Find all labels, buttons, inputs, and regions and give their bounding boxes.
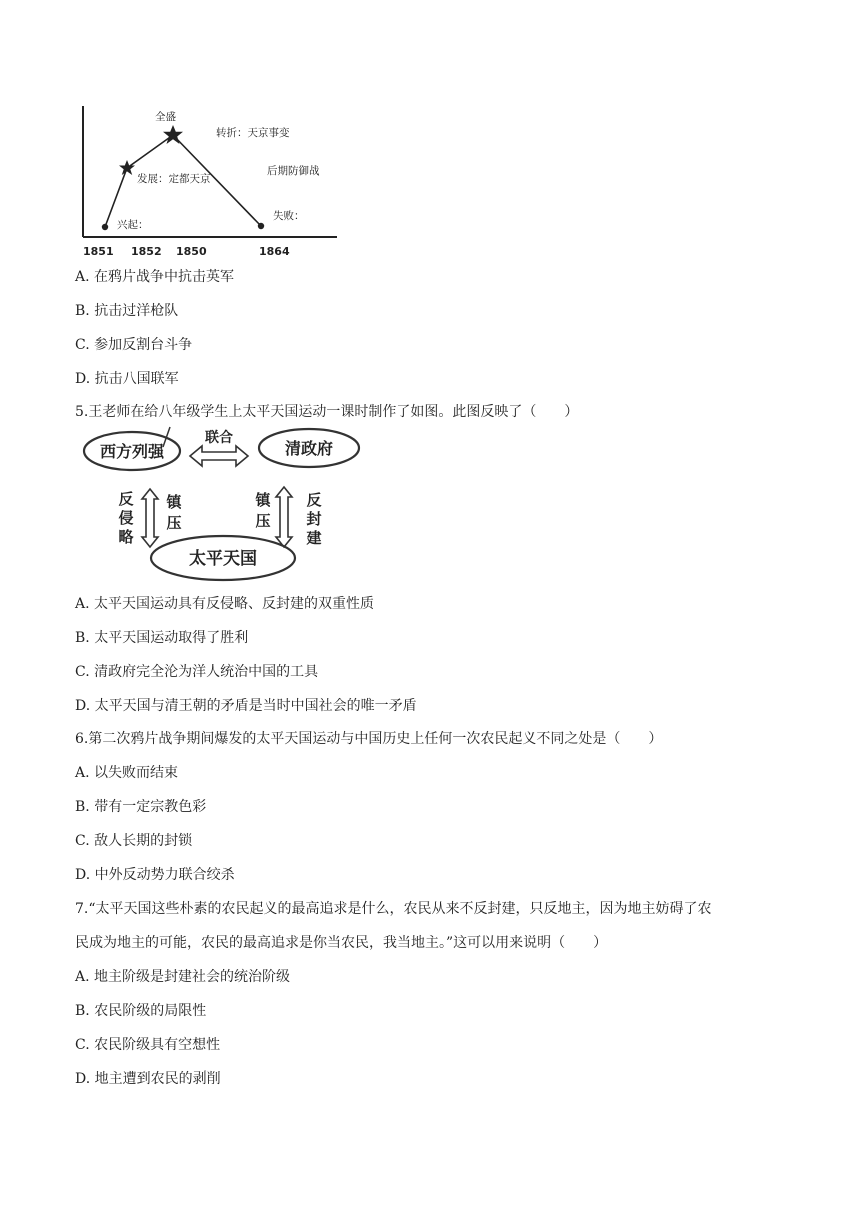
left-arrow bbox=[142, 489, 158, 547]
alliance-arrow bbox=[190, 446, 248, 466]
x-tick-4: 1864 bbox=[259, 245, 290, 258]
label-failure: 失败： bbox=[273, 210, 305, 222]
label-rise: 兴起： bbox=[117, 219, 149, 231]
alliance-label: 联合 bbox=[205, 430, 233, 446]
left-outer-label-char-2: 侵 bbox=[118, 509, 134, 527]
q5-stem: 5.王老师在给八年级学生上太平天国运动一课时制作了如图。此图反映了（ ） bbox=[75, 404, 579, 420]
q7-option-c: C. 农民阶级具有空想性 bbox=[75, 1037, 221, 1053]
label-late-defense: 后期防御战 bbox=[267, 165, 320, 177]
x-tick-3: 1850 bbox=[176, 245, 207, 258]
q6-option-d: D. 中外反动势力联合绞杀 bbox=[75, 867, 235, 883]
q7-option-d: D. 地主遭到农民的剥削 bbox=[75, 1071, 221, 1087]
right-inner-label bbox=[255, 491, 271, 530]
q5-option-d: D. 太平天国与清王朝的矛盾是当时中国社会的唯一矛盾 bbox=[75, 698, 417, 714]
left-inner-label-char-2: 压 bbox=[166, 514, 182, 532]
q4-option-a: A. 在鸦片战争中抗击英军 bbox=[75, 269, 235, 285]
q6-option-b: B. 带有一定宗教色彩 bbox=[75, 799, 207, 815]
label-turning: 转折：天京事变 bbox=[216, 127, 290, 139]
rise-point bbox=[102, 224, 108, 230]
label-development: 发展：定都天京 bbox=[137, 173, 211, 185]
q5-option-a: A. 太平天国运动具有反侵略、反封建的双重性质 bbox=[75, 596, 375, 612]
right-arrow bbox=[276, 487, 292, 547]
left-inner-label bbox=[166, 493, 182, 532]
left-outer-label bbox=[118, 490, 134, 546]
q7-option-a: A. 地主阶级是封建社会的统治阶级 bbox=[75, 969, 291, 985]
left-outer-label-char-1: 反 bbox=[118, 490, 134, 508]
q7-option-b: B. 农民阶级的局限性 bbox=[75, 1003, 207, 1019]
right-outer-label-char-2: 封 bbox=[306, 510, 322, 528]
q6-option-a: A. 以失败而结束 bbox=[75, 765, 179, 781]
q5-option-c: C. 清政府完全沦为洋人统治中国的工具 bbox=[75, 664, 319, 680]
right-outer-label bbox=[306, 491, 321, 547]
label-peak: 全盛 bbox=[155, 111, 176, 123]
q6-option-c: C. 敌人长期的封锁 bbox=[75, 833, 193, 849]
right-inner-label-char-2: 压 bbox=[255, 512, 271, 530]
right-inner-label-char-1: 镇 bbox=[255, 491, 271, 509]
development-star bbox=[119, 160, 135, 175]
left-inner-label-char-1: 镇 bbox=[166, 493, 182, 511]
left-outer-label-char-3: 略 bbox=[118, 528, 134, 546]
timeline-figure bbox=[75, 102, 345, 262]
q7-stem-line-2: 民成为地主的可能，农民的最高追求是你当农民，我当地主。”这可以用来说明（ ） bbox=[75, 935, 608, 951]
q7-stem-line-1: 7.“太平天国这些朴素的农民起义的最高追求是什么，农民从来不反封建，只反地主，因为地主妨碍了农 bbox=[75, 901, 712, 917]
right-outer-label-char-1: 反 bbox=[306, 491, 322, 509]
q6-stem: 6.第二次鸦片战争期间爆发的太平天国运动与中国历史上任何一次农民起义不同之处是（ ） bbox=[75, 731, 663, 747]
q4-option-d: D. 抗击八国联军 bbox=[75, 371, 179, 387]
x-tick-2: 1852 bbox=[131, 245, 162, 258]
q4-option-c: C. 参加反割台斗争 bbox=[75, 337, 193, 353]
q5-option-b: B. 太平天国运动取得了胜利 bbox=[75, 630, 249, 646]
right-outer-label-char-3: 建 bbox=[306, 529, 322, 547]
west-label: 西方列强 bbox=[99, 442, 165, 461]
qing-label: 清政府 bbox=[284, 439, 334, 458]
failure-point bbox=[258, 223, 264, 229]
x-tick-1: 1851 bbox=[83, 245, 114, 258]
q4-option-b: B. 抗击过洋枪队 bbox=[75, 303, 179, 319]
taiping-label: 太平天国 bbox=[189, 549, 257, 569]
relation-figure bbox=[75, 425, 375, 585]
